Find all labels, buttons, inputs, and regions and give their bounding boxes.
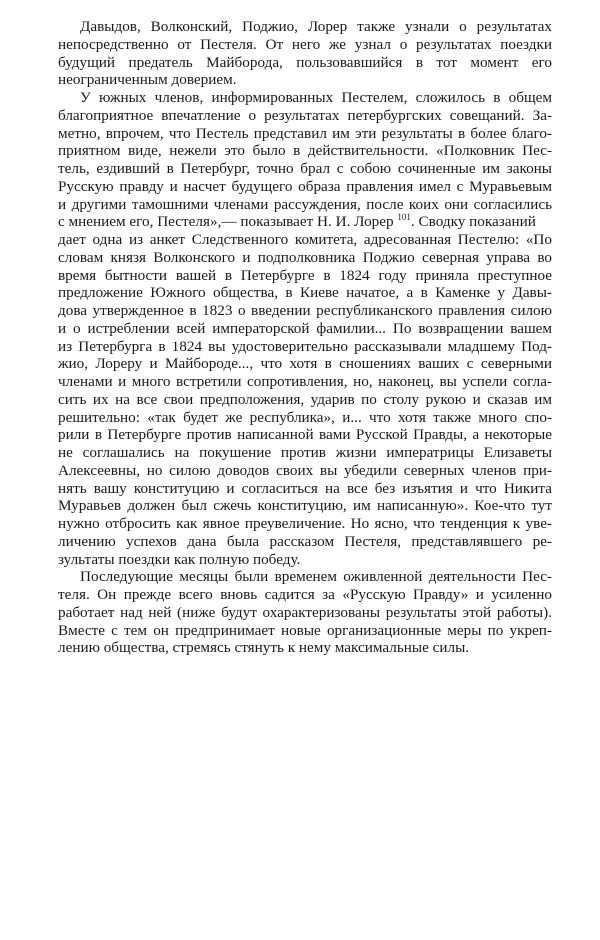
text-line-with-footnote (58, 213, 552, 231)
text-line-part: . Сводку показаний (410, 213, 536, 231)
text-line: членами и много встретили сопротивления, но, наконец, вы успели соглa- (58, 373, 552, 390)
text-line: зультаты поездки как полную победу. (58, 550, 301, 568)
text-line: из Петербурга в 1824 вы удостоверительно рассказывали младшему Под- (58, 337, 552, 355)
text-line: не соглашались на покушение против жизни императрицы Елизаветы (58, 444, 552, 461)
text-line: и о истреблении всей императорской фамилии... По возвращении вашем (58, 319, 552, 337)
text-line: благоприятное впечатление о результатах петербургских совещаний. За- (58, 106, 552, 124)
text-line: Муравьев должен был сжечь конституцию, им написанную». Кое-что тут (58, 497, 552, 515)
text-line: Алексеевны, но силою доводов своих вы убедили северных членов при- (58, 461, 552, 479)
text-line: время бытности вашей в Петербурге в 1824 году приняла преступное (58, 266, 552, 284)
text-line: У южных членов, информированных Пестелем, сложилось в общем (80, 89, 552, 106)
footnote-ref: 101 (397, 212, 411, 223)
text-line: жио, Лореру и Майбороде..., что хотя в сношениях ваших с северными (58, 355, 552, 373)
text-line: дает одна из анкет Следственного комитета, адресованная Пестелю: «По (58, 231, 552, 248)
text-line: работает над ней (ниже будут охарактеризованы результаты этой работы). (58, 603, 552, 621)
text-line: лению общества, стремясь стянуть к нему максимальные силы. (58, 639, 470, 657)
text-line: сить их на все свои предположения, ударив по столу рукою и сказав им (58, 390, 552, 408)
text-line: приятном виде, нежели это было в действительности. «Полковник Пес- (58, 142, 552, 160)
text-line: решительно: «так будет же республика», и... что хотя также много спо- (58, 408, 552, 426)
text-line: словам князя Волконского и подполковника Поджио северная управа во (58, 248, 552, 266)
page-text (58, 18, 552, 657)
text-line: метно, впрочем, что Пестель представил им эти результаты в более благо- (58, 124, 552, 142)
text-line: Давыдов, Волконский, Поджио, Лорер также узнали о результатах (80, 18, 552, 35)
text-line: Русскую правду и насчет будущего образа правления имел с Муравьевым (58, 177, 552, 195)
text-line: Последующие месяцы были временем оживленной деятельности Пес- (80, 568, 552, 586)
text-line: непосредственно от Пестеля. От него же узнал о результатах поездки (58, 35, 552, 53)
text-line: Вместе с тем он предпринимает новые организационные меры по укреп- (58, 621, 552, 639)
text-line: рили в Петербурге против написанной вами Русской Правды, а некоторые (58, 426, 552, 444)
text-line: предложение Южного общества, в Киеве начатое, а в Каменке у Давы- (58, 284, 552, 302)
text-line: нужно отбросить как явное преувеличение. Но ясно, что тенденция к уве- (58, 515, 552, 532)
paragraph-3 (58, 568, 552, 657)
text-line: тель, ездивший в Петербург, точно брал с собою сочиненные им законы (58, 160, 552, 177)
text-line: неограниченным доверием. (58, 71, 237, 89)
text-line: личению успехов дана была рассказом Пестеля, представлявшего ре- (58, 532, 552, 550)
text-line: теля. Он прежде всего вновь садится за «Русскую Правду» и усиленно (58, 586, 552, 603)
text-line: нять вашу конституцию и согласиться на все без изъятия и что Никита (58, 479, 552, 497)
text-line: будущий предатель Майборода, пользовавшийся в тот момент его (58, 53, 552, 71)
text-line: дова утвержденное в 1823 о введении республиканского правления силою (58, 302, 552, 319)
text-line-part: с мнением его, Пестеля»,— показывает Н. И. Лорер (58, 213, 398, 231)
text-line: и другими тамошними членами рассуждения, после коих они согласились (58, 195, 552, 213)
paragraph-2 (58, 89, 552, 568)
paragraph-1 (58, 18, 552, 89)
